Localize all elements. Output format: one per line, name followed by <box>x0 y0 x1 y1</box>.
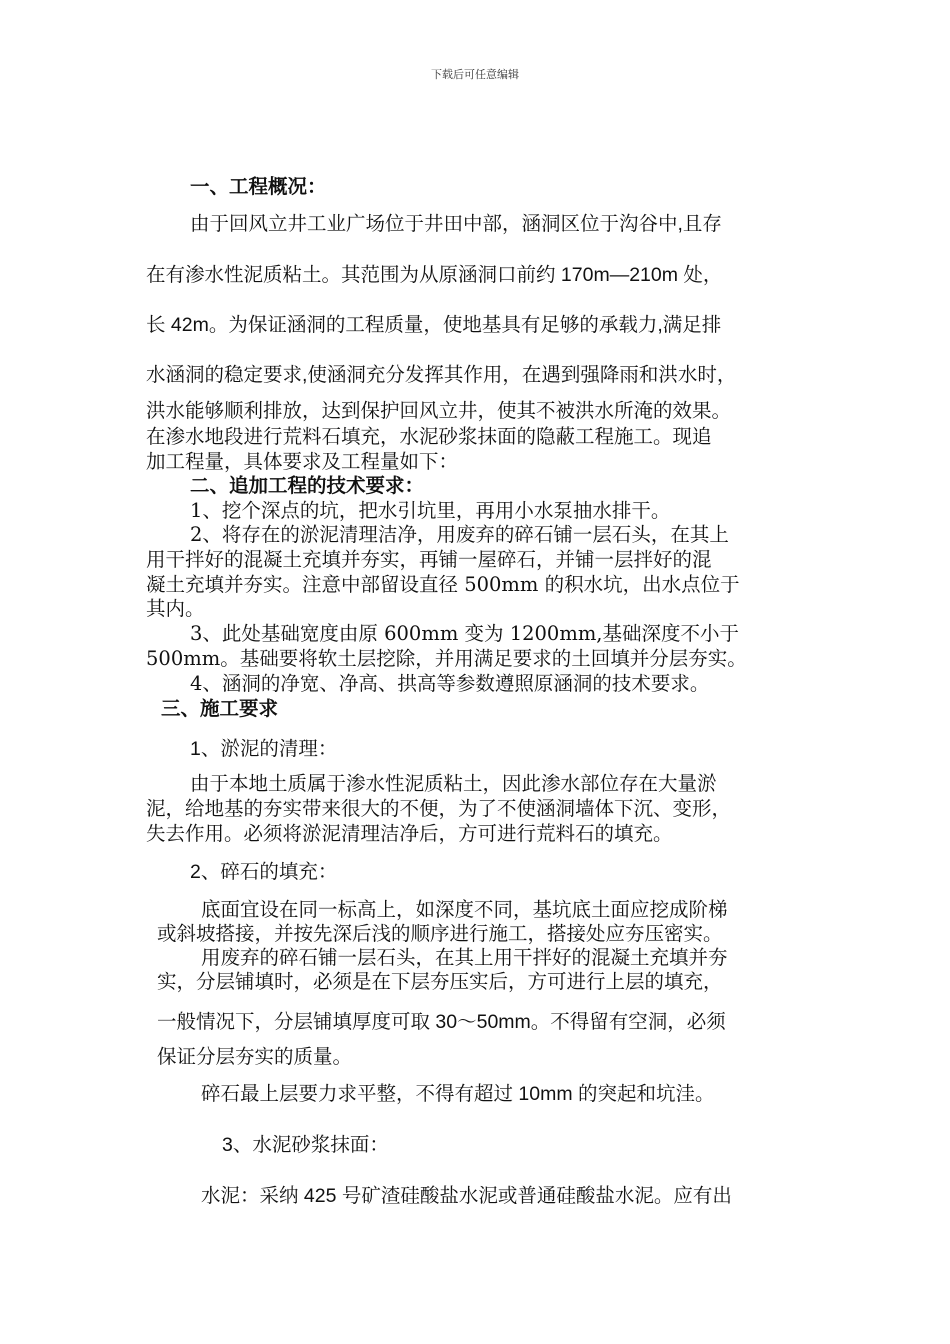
paragraph-line: 3、水泥砂浆抹面： <box>222 1134 389 1156</box>
paragraph-line: 水泥：采纳 425 号矿渣硅酸盐水泥或普通硅酸盐水泥。应有出 <box>201 1185 732 1207</box>
paragraph-line: 水涵洞的稳定要求,使涵洞充分发挥其作用，在遇到强降雨和洪水时， <box>146 364 737 386</box>
paragraph-line: 3、此处基础宽度由原 600mm 变为 1200mm,基础深度不小于 <box>190 622 740 645</box>
paragraph-line: 1、淤泥的清理： <box>190 738 338 760</box>
paragraph-line: 500mm。基础要将软土层挖除，并用满足要求的土回填并分层夯实。 <box>146 647 747 670</box>
section-heading-1: 一、工程概况： <box>190 175 327 198</box>
paragraph-line: 1、挖个深点的坑，把水引坑里，再用小水泵抽水排干。 <box>190 499 671 522</box>
paragraph-line: 在渗水地段进行荒料石填充，水泥砂浆抹面的隐蔽工程施工。现追 <box>146 425 712 448</box>
paragraph-line: 长 42m。为保证涵洞的工程质量，使地基具有足够的承载力,满足排 <box>146 314 722 336</box>
paragraph-line: 加工程量，具体要求及工程量如下： <box>146 450 459 473</box>
paragraph-line: 2、碎石的填充： <box>190 861 338 883</box>
paragraph-line: 用废弃的碎石铺一层石头，在其上用干拌好的混凝土充填并夯 <box>201 946 728 969</box>
paragraph-line: 或斜坡搭接，并按先深后浅的顺序进行施工，搭接处应夯压密实。 <box>157 922 723 945</box>
paragraph-line: 保证分层夯实的质量。 <box>157 1046 353 1068</box>
page-header: 下载后可任意编辑 <box>431 68 519 81</box>
paragraph-line: 2、将存在的淤泥清理洁净，用废弃的碎石铺一层石头，在其上 <box>190 523 729 546</box>
paragraph-line: 碎石最上层要力求平整，不得有超过 10mm 的突起和坑洼。 <box>201 1083 715 1105</box>
paragraph-line: 失去作用。必须将淤泥清理洁净后，方可进行荒料石的填充。 <box>146 822 673 845</box>
paragraph-line: 洪水能够顺利排放，达到保护回风立井，使其不被洪水所淹的效果。 <box>146 399 732 422</box>
paragraph-line: 泥，给地基的夯实带来很大的不便，为了不使涵洞墙体下沉、变形， <box>146 797 732 820</box>
paragraph-line: 4、涵洞的净宽、净高、拱高等参数遵照原涵洞的技术要求。 <box>190 672 710 695</box>
section-heading-2: 二、追加工程的技术要求： <box>190 474 425 497</box>
paragraph-line: 凝土充填并夯实。注意中部留设直径 500mm 的积水坑，出水点位于 <box>146 573 740 596</box>
paragraph-line: 实，分层铺填时，必须是在下层夯压实后，方可进行上层的填充， <box>157 970 723 993</box>
section-heading-3: 三、施工要求 <box>161 697 279 720</box>
paragraph-line: 由于本地土质属于渗水性泥质粘土，因此渗水部位存在大量淤 <box>190 772 717 795</box>
paragraph-line: 其内。 <box>146 597 205 620</box>
paragraph-line: 在有渗水性泥质粘土。其范围为从原涵洞口前约 170m—210m 处， <box>146 264 723 286</box>
paragraph-line: 用干拌好的混凝土充填并夯实，再铺一屋碎石，并铺一层拌好的混 <box>146 548 712 571</box>
paragraph-line: 由于回风立井工业广场位于井田中部，涵洞区位于沟谷中,且存 <box>190 213 722 235</box>
paragraph-line: 底面宜设在同一标高上，如深度不同，基坑底土面应挖成阶梯 <box>201 898 728 921</box>
paragraph-line: 一般情况下，分层铺填厚度可取 30～50mm。不得留有空洞，必须 <box>157 1011 726 1033</box>
